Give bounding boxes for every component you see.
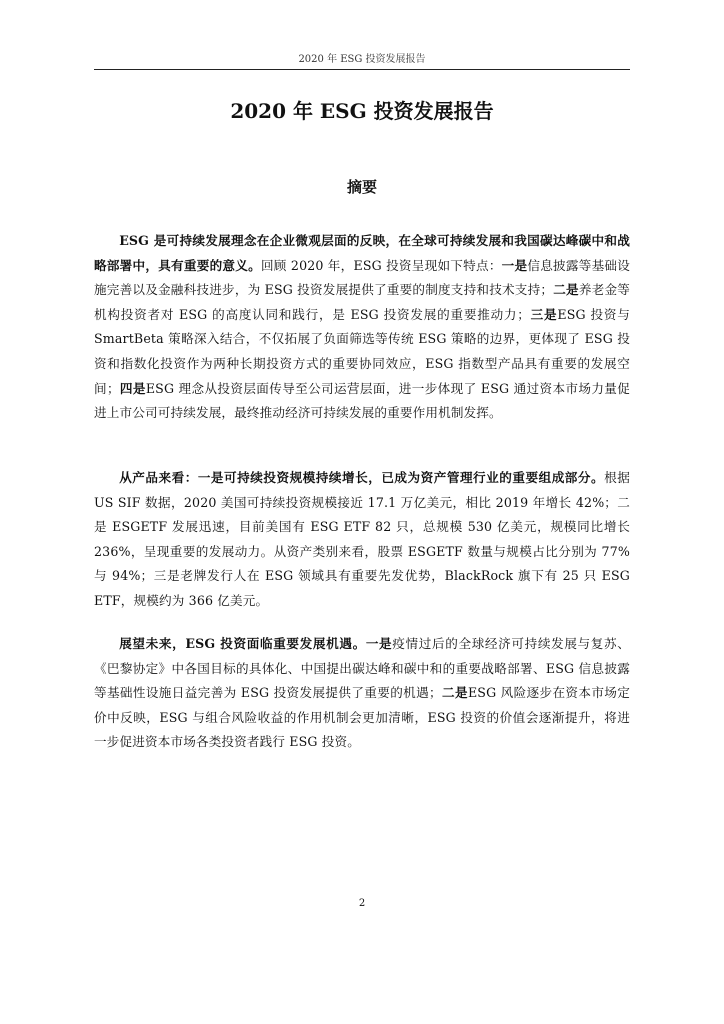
- abstract-heading: 摘要: [346, 178, 377, 196]
- header-rule: [94, 69, 630, 70]
- p2-text-2: 根据 US SIF 数据，2020 美国可持续投资规模接近 17.1 万亿美元，相比 2019 年增长 42%；二是 ESGETF 发展迅速，目前美国有 ESG ETF 82 只，总规模 530 亿美元，规模同比增长 236%，呈现重要的发展动力。从资产类别来看，股票 ESGETF 数量与规模占比分别为 77%与 94%；三是老牌发行人在 ESG 领域具有重要先发优势，BlackRock 旗下有 25 只 ESG ETF，规模约为 366 亿美元。: [94, 470, 630, 608]
- p1-text-4: 信息披露等基础设施完善以及金融科技进步，为 ESG 投资发展提供了重要的制度支持和技术支持；: [94, 257, 631, 298]
- abstract-paragraph-2: [94, 466, 630, 614]
- p1-text-2: 回顾 2020 年，ESG 投资呈现如下特点：: [260, 257, 502, 273]
- p1-bold-fourth: 四是: [119, 380, 146, 396]
- p3-text-3: 疫情过后的全球经济可持续发展与复苏、《巴黎协定》中各国目标的具体化、中国提出碳达峰和碳中和的重要战略部署、ESG 信息披露等基础性设施日益完善为 ESG 投资发展提供了重要的机遇；: [94, 636, 630, 701]
- p3-bold-intro: 展望未来，ESG 投资面临重要发展机遇。: [119, 636, 366, 651]
- p1-bold-first: 一是: [501, 257, 528, 273]
- abstract-paragraph-1: [94, 229, 630, 426]
- p3-bold-second: 二是: [441, 685, 468, 701]
- p1-text-10: ESG 理念从投资层面传导至公司运营层面，进一步体现了 ESG 通过资本市场力量促进上市公司可持续发展，最终推动经济可持续发展的重要作用机制发挥。: [94, 380, 630, 421]
- p2-bold-intro: 从产品来看：一是可持续投资规模持续增长，已成为资产管理行业的重要组成部分。: [119, 470, 605, 485]
- p1-bold-third: 三是: [530, 306, 558, 322]
- running-header: 2020 年 ESG 投资发展报告: [298, 54, 426, 65]
- abstract-paragraph-3: [94, 632, 630, 755]
- p1-bold-second: 二是: [553, 282, 579, 298]
- p3-bold-first: 一是: [365, 636, 393, 651]
- p3-text-5: ESG 风险逐步在资本市场定价中反映，ESG 与组合风险收益的作用机制会更加清晰，ESG 投资的价值会逐渐提升，将进一步促进资本市场各类投资者践行 ESG 投资。: [94, 685, 631, 750]
- document-title: 2020 年 ESG 投资发展报告: [230, 99, 494, 123]
- page-number: 2: [358, 898, 366, 909]
- p1-bold-intro: ESG 是可持续发展理念在企业微观层面的反映，在全球可持续发展和我国碳达峰碳中和战略部署中，具有重要的意义。: [94, 233, 630, 273]
- p1-text-6: 养老金等机构投资者对 ESG 的高度认同和践行，是 ESG 投资发展的重要推动力；: [94, 282, 630, 322]
- p1-text-8: ESG 投资与 SmartBeta 策略深入结合，不仅拓展了负面筛选等传统 ESG 策略的边界，更体现了 ESG 投资和指数化投资作为两种长期投资方式的重要协同效应，ESG 指数型产品具有重要的发展空间；: [94, 306, 630, 396]
